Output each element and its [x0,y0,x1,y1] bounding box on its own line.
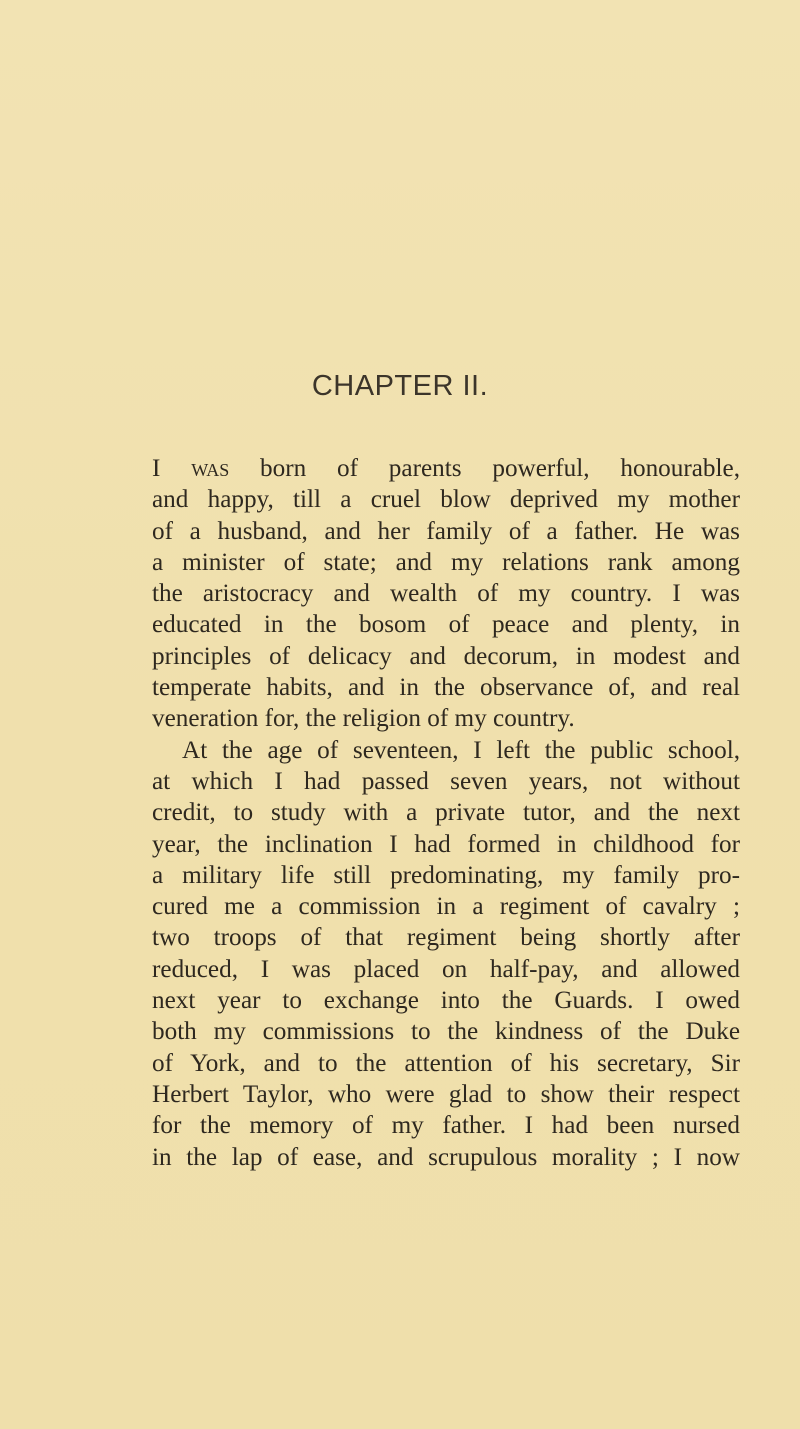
text-line: of York, and to the attention of his secretary, Sir [152,1049,740,1077]
text-line: of a husband, and her family of a father. He was [152,517,740,545]
text-line: veneration for, the religion of my country. [152,705,575,733]
text-line: both my commissions to the kindness of the Duke [152,1018,740,1046]
text-line: educated in the bosom of peace and plenty, in [152,611,740,639]
text-line: next year to exchange into the Guards. I owed [152,987,740,1015]
text-line: I was born of parents powerful, honourable, [152,455,740,482]
paragraph-2 [152,735,740,1173]
text-line: credit, to study with a private tutor, and the next [152,799,740,827]
text-line: at which I had passed seven years, not without [152,767,740,795]
text-line: reduced, I was placed on half-pay, and allowed [152,955,740,983]
text-line: in the lap of ease, and scrupulous morality ; I now [152,1143,740,1171]
text-line: a minister of state; and my relations rank among [152,548,740,576]
text-line: the aristocracy and wealth of my country. I was [152,580,740,608]
chapter-heading: CHAPTER II. [311,370,489,402]
lead-smallcaps: was [191,455,230,482]
text-line: two troops of that regiment being shortly after [152,924,740,952]
lead-initial: I [152,455,161,482]
text-line: a military life still predominating, my family pro- [152,861,740,889]
text-line: principles of delicacy and decorum, in modest and [152,642,740,670]
paragraph-1 [152,453,740,735]
text-line: cured me a commission in a regiment of cavalry ; [152,893,740,921]
text-line: temperate habits, and in the observance of, and real [152,674,740,702]
text-line: for the memory of my father. I had been nursed [152,1112,740,1140]
body-text [152,453,740,1173]
text-line: Herbert Taylor, who were glad to show their respect [152,1080,740,1108]
text-line: and happy, till a cruel blow deprived my mother [152,486,740,514]
text-line: At the age of seventeen, I left the public school, [182,736,740,764]
text-line: year, the inclination I had formed in childhood for [152,830,740,858]
